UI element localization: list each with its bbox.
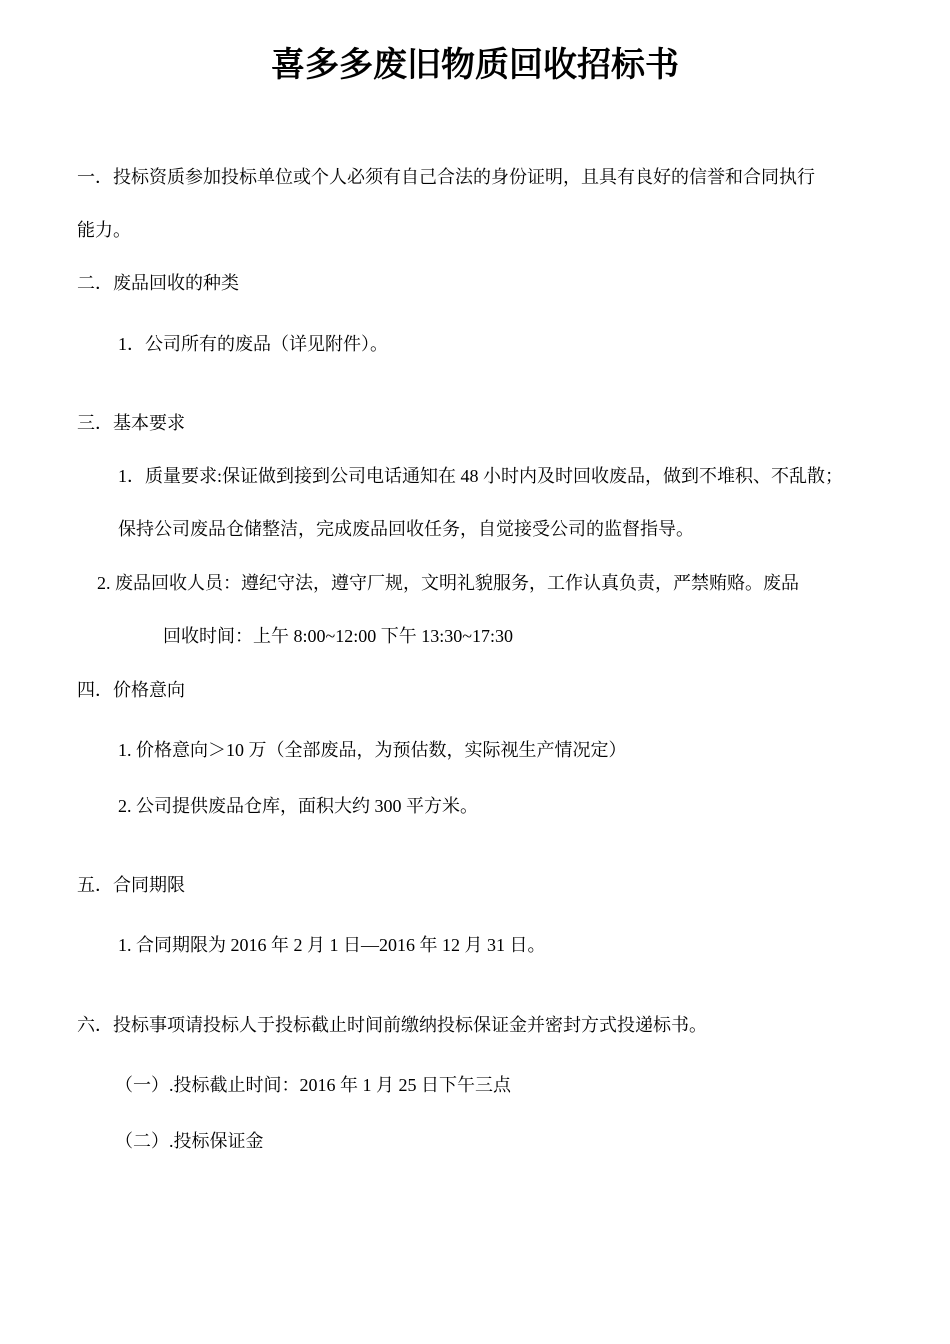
section-6-item-1: （一）.投标截止时间：2016 年 1 月 25 日下午三点 xyxy=(115,1075,511,1095)
section-5-heading: 五．合同期限 xyxy=(77,875,185,895)
section-5-item-1: 1. 合同期限为 2016 年 2 月 1 日—2016 年 12 月 31 日。 xyxy=(118,935,546,955)
section-4-item-2: 2. 公司提供废品仓库，面积大约 300 平方米。 xyxy=(118,796,478,816)
document-title: 喜多多废旧物质回收招标书 xyxy=(271,45,679,85)
section-4-item-1: 1. 价格意向＞10 万（全部废品，为预估数，实际视生产情况定） xyxy=(118,740,627,760)
section-6-item-2: （二）.投标保证金 xyxy=(115,1131,264,1151)
section-2-heading: 二．废品回收的种类 xyxy=(77,273,239,293)
section-1-continuation: 能力。 xyxy=(77,220,131,240)
section-3-item-1-line-1: 1．质量要求:保证做到接到公司电话通知在 48 小时内及时回收废品，做到不堆积、不乱散； xyxy=(118,466,843,486)
section-3-item-2-line-2: 回收时间：上午 8:00~12:00 下午 13:30~17:30 xyxy=(163,626,513,646)
section-1-heading: 一．投标资质参加投标单位或个人必须有自己合法的身份证明，且具有良好的信誉和合同执行 xyxy=(77,167,815,187)
section-4-heading: 四．价格意向 xyxy=(77,680,185,700)
section-3-heading: 三．基本要求 xyxy=(77,413,185,433)
section-6-heading: 六．投标事项请投标人于投标截止时间前缴纳投标保证金并密封方式投递标书。 xyxy=(77,1015,707,1035)
section-2-item-1: 1．公司所有的废品（详见附件）。 xyxy=(118,334,388,354)
section-3-item-1-line-2: 保持公司废品仓储整洁，完成废品回收任务，自觉接受公司的监督指导。 xyxy=(118,519,694,539)
section-3-item-2-line-1: 2. 废品回收人员：遵纪守法，遵守厂规，文明礼貌服务，工作认真负责，严禁贿赂。废品 xyxy=(97,573,799,593)
